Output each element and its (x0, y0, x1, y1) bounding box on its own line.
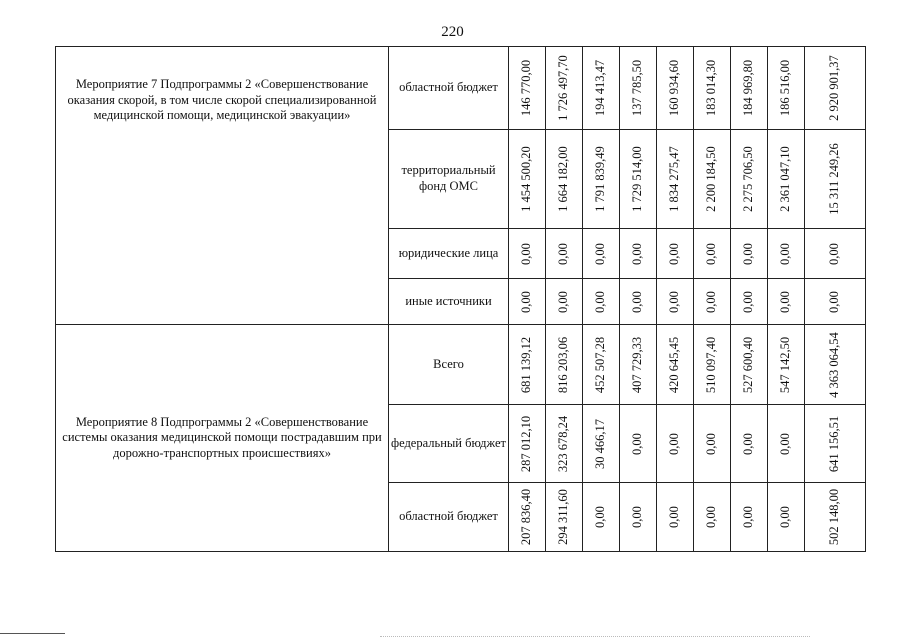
value-cell: 184 969,80 (731, 47, 768, 130)
value-cell: 0,00 (620, 483, 657, 552)
event-8-title: Мероприятие 8 Подпрограммы 2 «Совершенствование системы оказания медицинской помощи пострадавшим при дорожно-транспортных происшествиях» (56, 325, 389, 552)
value-cell: 0,00 (583, 483, 620, 552)
value-cell: 1 726 497,70 (546, 47, 583, 130)
value-cell: 183 014,30 (694, 47, 731, 130)
value-cell-total: 0,00 (805, 279, 866, 325)
value-cell: 30 466,17 (583, 405, 620, 483)
budget-table (55, 46, 866, 552)
value-cell-total: 2 920 901,37 (805, 47, 866, 130)
value-cell-total: 502 148,00 (805, 483, 866, 552)
value-cell: 0,00 (694, 483, 731, 552)
source-label: территориальный фонд ОМС (389, 130, 509, 229)
value-cell: 0,00 (620, 229, 657, 279)
value-cell: 407 729,33 (620, 325, 657, 405)
value-cell: 510 097,40 (694, 325, 731, 405)
value-cell: 0,00 (657, 483, 694, 552)
value-cell: 0,00 (546, 229, 583, 279)
value-cell: 547 142,50 (768, 325, 805, 405)
value-cell: 137 785,50 (620, 47, 657, 130)
value-cell: 323 678,24 (546, 405, 583, 483)
value-cell: 0,00 (731, 229, 768, 279)
value-cell: 0,00 (620, 405, 657, 483)
source-label: федеральный бюджет (389, 405, 509, 483)
page-number: 220 (441, 24, 464, 40)
source-label: юридические лица (389, 229, 509, 279)
value-cell: 0,00 (657, 279, 694, 325)
footer-rule (0, 633, 65, 634)
value-cell-total: 641 156,51 (805, 405, 866, 483)
value-cell: 0,00 (768, 483, 805, 552)
value-cell: 186 516,00 (768, 47, 805, 130)
value-cell: 681 139,12 (509, 325, 546, 405)
value-cell: 0,00 (694, 229, 731, 279)
value-cell: 0,00 (768, 405, 805, 483)
value-cell: 0,00 (768, 279, 805, 325)
table-row (56, 47, 866, 130)
value-cell: 287 012,10 (509, 405, 546, 483)
value-cell-total: 15 311 249,26 (805, 130, 866, 229)
value-cell: 160 934,60 (657, 47, 694, 130)
source-label: областной бюджет (389, 483, 509, 552)
value-cell: 2 275 706,50 (731, 130, 768, 229)
value-cell: 0,00 (509, 279, 546, 325)
value-cell: 2 361 047,10 (768, 130, 805, 229)
value-cell: 1 454 500,20 (509, 130, 546, 229)
value-cell: 194 413,47 (583, 47, 620, 130)
source-label: иные источники (389, 279, 509, 325)
value-cell: 2 200 184,50 (694, 130, 731, 229)
value-cell: 452 507,28 (583, 325, 620, 405)
value-cell: 0,00 (546, 279, 583, 325)
value-cell: 420 645,45 (657, 325, 694, 405)
value-cell-total: 4 363 064,54 (805, 325, 866, 405)
value-cell: 294 311,60 (546, 483, 583, 552)
value-cell: 146 770,00 (509, 47, 546, 130)
value-cell: 0,00 (731, 405, 768, 483)
value-cell: 0,00 (620, 279, 657, 325)
scan-artifact (380, 636, 810, 637)
value-cell: 1 834 275,47 (657, 130, 694, 229)
value-cell: 1 791 839,49 (583, 130, 620, 229)
value-cell: 0,00 (583, 229, 620, 279)
value-cell: 0,00 (694, 279, 731, 325)
value-cell-total: 0,00 (805, 229, 866, 279)
value-cell: 0,00 (509, 229, 546, 279)
value-cell: 1 664 182,00 (546, 130, 583, 229)
value-cell: 1 729 514,00 (620, 130, 657, 229)
value-cell: 0,00 (583, 279, 620, 325)
value-cell: 0,00 (731, 483, 768, 552)
value-cell: 527 600,40 (731, 325, 768, 405)
value-cell: 207 836,40 (509, 483, 546, 552)
value-cell: 0,00 (731, 279, 768, 325)
value-cell: 0,00 (657, 405, 694, 483)
value-cell: 0,00 (694, 405, 731, 483)
value-cell: 0,00 (768, 229, 805, 279)
value-cell: 0,00 (657, 229, 694, 279)
source-label: областной бюджет (389, 47, 509, 130)
event-7-title: Мероприятие 7 Подпрограммы 2 «Совершенствование оказания скорой, в том числе скорой специализированной медицинской помощи, медицинской эвакуации» (56, 47, 389, 325)
value-cell: 816 203,06 (546, 325, 583, 405)
table-row (56, 325, 866, 405)
source-label: Всего (389, 325, 509, 405)
